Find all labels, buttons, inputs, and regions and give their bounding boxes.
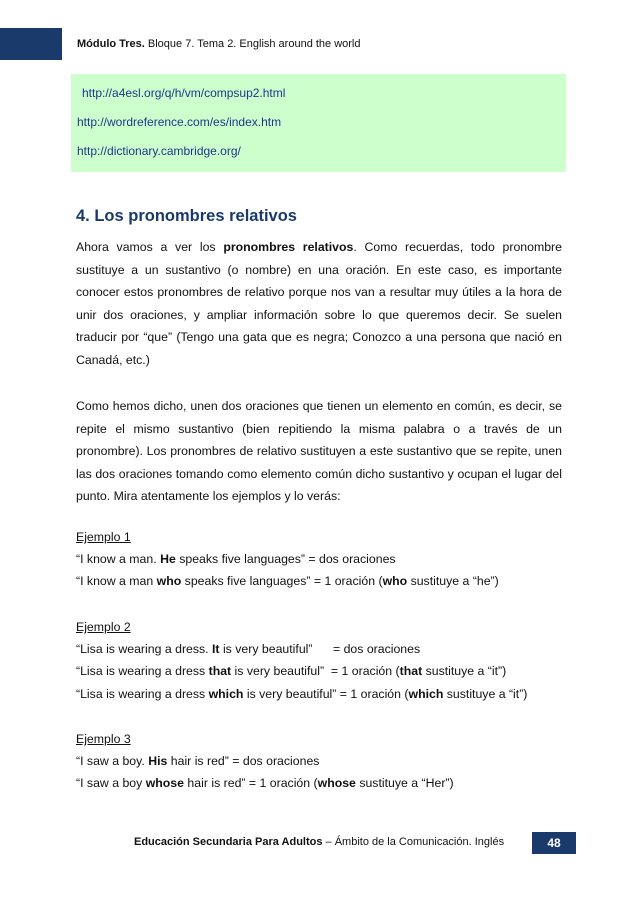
- example-line: “I know a man who speaks five languages” = 1 oración (who sustituye a “he”): [76, 574, 499, 589]
- example-heading: Ejemplo 2: [76, 620, 131, 634]
- example-heading: Ejemplo 1: [76, 530, 131, 544]
- example-block: [76, 526, 499, 593]
- running-footer: [134, 836, 504, 848]
- paragraph-intro: [76, 236, 562, 372]
- running-header: [77, 38, 361, 50]
- example-line: “I know a man. He speaks five languages” = dos oraciones: [76, 552, 396, 567]
- footer-program: Educación Secundaria Para Adultos: [134, 836, 323, 848]
- paragraph-explanation: Como hemos dicho, unen dos oraciones que tienen un elemento en común, es decir, se repite el mismo sustantivo (bien repitiendo la misma palabra o a través de un pronombre). Los pronombres de relativo sustituyen a este sustantivo que se repite, unen las dos oraciones tomando como elemento común dicho sustantivo y ocupan el lugar del punto. Mira atentamente los ejemplos y lo verás:: [76, 399, 562, 504]
- para1-text-a: Ahora vamos a ver los: [76, 240, 224, 254]
- link-a4esl[interactable]: http://a4esl.org/q/h/vm/compsup2.html: [82, 86, 286, 100]
- header-topic: Bloque 7. Tema 2. English around the world: [144, 38, 361, 50]
- example-block: [76, 616, 527, 705]
- example-line: “Lisa is wearing a dress that is very beautiful” = 1 oración (that sustituye a “it”): [76, 664, 507, 679]
- footer-subject: – Ámbito de la Comunicación. Inglés: [322, 836, 505, 848]
- page-number: 48: [532, 832, 576, 854]
- header-module: Módulo Tres.: [77, 38, 145, 50]
- link-cambridge[interactable]: http://dictionary.cambridge.org/: [77, 144, 241, 158]
- para1-bold: pronombres relativos: [223, 240, 354, 254]
- example-line: “I saw a boy whose hair is red” = 1 oración (whose sustituye a “Her”): [76, 776, 454, 791]
- links-box: [71, 74, 566, 172]
- example-line: “I saw a boy. His hair is red” = dos oraciones: [76, 754, 320, 769]
- para1-text-c: . Como recuerdas, todo pronombre sustituye a un sustantivo (o nombre) en una oración. En este caso, es importante conocer estos pronombres de relativo porque nos van a resultar muy útiles a la hora de unir dos oraciones, y ampliar información sobre lo que queremos decir. Se suelen traducir por “que” (Tengo una gata que es negra; Conozco a una persona que nació en Canadá, etc.): [76, 240, 562, 367]
- example-line: “Lisa is wearing a dress which is very beautiful” = 1 oración (which sustituye a “it”): [76, 686, 528, 701]
- example-heading: Ejemplo 3: [76, 732, 131, 746]
- link-wordreference[interactable]: http://wordreference.com/es/index.htm: [77, 115, 282, 129]
- header-accent-bar: [0, 28, 62, 60]
- example-line: “Lisa is wearing a dress. It is very beautiful” = dos oraciones: [76, 642, 421, 657]
- example-block: [76, 728, 454, 795]
- section-title: 4. Los pronombres relativos: [76, 207, 297, 225]
